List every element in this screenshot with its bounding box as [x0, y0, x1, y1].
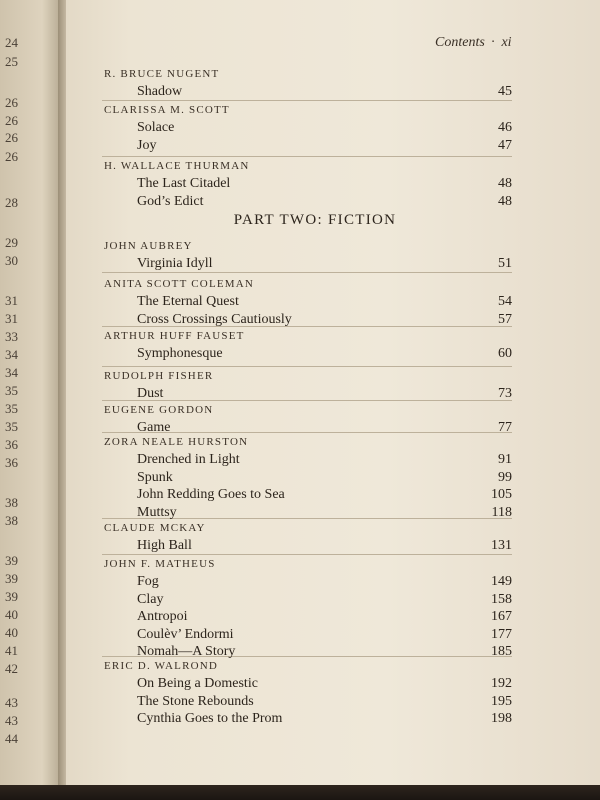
running-head-page: xi	[501, 35, 512, 50]
previous-page-number: 26	[5, 149, 18, 164]
previous-page-number: 41	[5, 643, 18, 658]
previous-page-number: 39	[5, 571, 18, 586]
previous-page-number: 44	[5, 731, 18, 746]
author-name: CLAUDE MCKAY	[104, 522, 206, 534]
previous-page-number: 36	[5, 437, 18, 452]
part-two-heading: PART TWO: FICTION	[233, 212, 397, 228]
work-page-number: 54	[498, 294, 512, 309]
work-title: God’s Edict	[137, 193, 204, 209]
work-title: Muttsy	[137, 504, 177, 520]
previous-page-number: 35	[5, 401, 18, 416]
work-title: Spunk	[137, 469, 173, 485]
work-page-number: 47	[498, 137, 512, 153]
work-page-number: 167	[491, 609, 512, 625]
entry-divider	[102, 400, 512, 401]
entry-divider	[102, 554, 512, 555]
author-name: JOHN F. MATHEUS	[104, 558, 216, 570]
work-title: Dust	[137, 386, 164, 401]
author-name: ERIC D. WALROND	[104, 660, 219, 672]
work-page-number: 51	[498, 256, 512, 271]
previous-page-number: 40	[5, 607, 18, 622]
previous-page-number: 38	[5, 495, 18, 510]
previous-page-number: 26	[5, 95, 18, 110]
previous-page-number: 35	[5, 383, 18, 398]
work-page-number: 131	[491, 538, 512, 553]
work-title: Cynthia Goes to the Prom	[137, 711, 283, 727]
previous-page-number: 34	[5, 347, 18, 362]
previous-page-number: 26	[5, 113, 18, 128]
work-title: The Last Citadel	[137, 176, 231, 191]
previous-page-number: 40	[5, 625, 18, 640]
work-title: Drenched in Light	[137, 452, 240, 467]
entry-divider	[102, 100, 512, 101]
running-head-separator: ·	[490, 35, 496, 50]
previous-page-number: 39	[5, 589, 18, 604]
entry-divider	[102, 272, 512, 273]
author-name: ANITA SCOTT COLEMAN	[104, 278, 255, 290]
work-title: On Being a Domestic	[137, 676, 258, 691]
work-page-number: 45	[498, 84, 512, 99]
work-title: Antropoi	[137, 609, 188, 625]
author-name: JOHN AUBREY	[104, 240, 193, 252]
previous-page-number: 25	[5, 54, 18, 69]
work-title: The Stone Rebounds	[137, 693, 254, 709]
work-page-number: 177	[491, 626, 512, 642]
work-title: Symphonesque	[137, 346, 223, 361]
previous-page-number: 24	[5, 35, 18, 50]
author-name: R. BRUCE NUGENT	[104, 68, 220, 80]
work-title: Clay	[137, 591, 164, 607]
entry-divider	[102, 156, 512, 157]
work-page-number: 73	[498, 386, 512, 401]
work-title: Solace	[137, 120, 175, 135]
work-page-number: 48	[498, 193, 512, 209]
previous-page-number: 31	[5, 311, 18, 326]
work-page-number: 57	[498, 311, 512, 327]
work-title: Shadow	[137, 84, 183, 99]
background-surface	[0, 785, 600, 800]
author-name: H. WALLACE THURMAN	[104, 160, 250, 172]
work-title: The Eternal Quest	[137, 294, 239, 309]
work-title: Game	[137, 420, 171, 435]
previous-page-number: 35	[5, 419, 18, 434]
work-title: John Redding Goes to Sea	[137, 487, 285, 503]
work-page-number: 91	[498, 452, 512, 467]
work-page-number: 192	[491, 676, 512, 691]
previous-page-number: 39	[5, 553, 18, 568]
work-page-number: 195	[491, 693, 512, 709]
previous-page-number: 33	[5, 329, 18, 344]
previous-page-number: 34	[5, 365, 18, 380]
work-title: Cross Crossings Cautiously	[137, 311, 292, 327]
previous-page-number: 30	[5, 253, 18, 268]
work-page-number: 149	[491, 574, 512, 589]
work-page-number: 198	[491, 711, 512, 727]
work-page-number: 158	[491, 591, 512, 607]
previous-page-number: 26	[5, 130, 18, 145]
work-page-number: 118	[491, 504, 512, 520]
previous-page-number: 31	[5, 293, 18, 308]
previous-page-number: 43	[5, 695, 18, 710]
work-title: Joy	[137, 137, 157, 153]
work-title: Coulèv’ Endormi	[137, 626, 234, 642]
previous-page-number: 36	[5, 455, 18, 470]
author-name: RUDOLPH FISHER	[104, 370, 214, 382]
previous-page-number: 42	[5, 661, 18, 676]
author-name: CLARISSA M. SCOTT	[104, 104, 230, 116]
work-page-number: 185	[491, 644, 512, 660]
work-title: High Ball	[137, 538, 192, 553]
author-name: EUGENE GORDON	[104, 404, 214, 416]
entry-divider	[102, 366, 512, 367]
author-name: ARTHUR HUFF FAUSET	[104, 330, 245, 342]
previous-page-number: 28	[5, 195, 18, 210]
work-page-number: 48	[498, 176, 512, 191]
work-page-number: 99	[498, 469, 512, 485]
previous-page-number: 38	[5, 513, 18, 528]
work-page-number: 105	[491, 487, 512, 503]
work-title: Virginia Idyll	[137, 256, 213, 271]
previous-page-number: 43	[5, 713, 18, 728]
work-title: Fog	[137, 574, 159, 589]
running-head-label: Contents	[435, 35, 485, 50]
work-page-number: 46	[498, 120, 512, 135]
work-page-number: 60	[498, 346, 512, 361]
running-head	[435, 35, 512, 51]
author-name: ZORA NEALE HURSTON	[104, 436, 249, 448]
work-page-number: 77	[498, 420, 512, 435]
previous-page-number: 29	[5, 235, 18, 250]
work-title: Nomah—A Story	[137, 644, 236, 660]
